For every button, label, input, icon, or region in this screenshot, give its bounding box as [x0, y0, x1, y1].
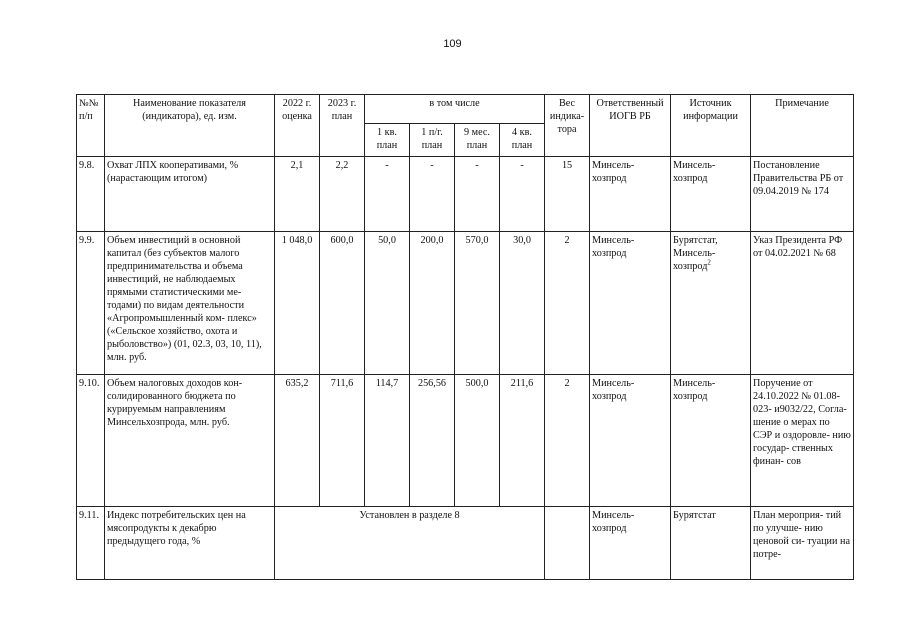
- header-q4: 4 кв. план: [500, 124, 545, 157]
- header-weight: Вес индика- тора: [545, 95, 590, 157]
- row-h1: 256,56: [410, 375, 455, 507]
- row-weight: 2: [545, 375, 590, 507]
- row-name: Охват ЛПХ кооперативами, % (нарастающим итогом): [105, 157, 275, 232]
- header-2022: 2022 г. оценка: [275, 95, 320, 157]
- row-2023: 711,6: [320, 375, 365, 507]
- row-9m: 570,0: [455, 232, 500, 375]
- row-h1: -: [410, 157, 455, 232]
- row-source: Бурятстат: [671, 507, 751, 580]
- row-2022: 2,1: [275, 157, 320, 232]
- row-9m: -: [455, 157, 500, 232]
- row-note: Указ Президента РФ от 04.02.2021 № 68: [751, 232, 854, 375]
- row-responsible: Минсель- хозпрод: [590, 375, 671, 507]
- row-source: Минсель- хозпрод: [671, 375, 751, 507]
- header-source: Источник информации: [671, 95, 751, 157]
- row-responsible: Минсель- хозпрод: [590, 157, 671, 232]
- row-note: Постановление Правительства РБ от 09.04.2019 № 174: [751, 157, 854, 232]
- row-source: Минсель- хозпрод: [671, 157, 751, 232]
- row-source-cell: [671, 232, 751, 375]
- row-q1: 114,7: [365, 375, 410, 507]
- header-responsible: Ответственный ИОГВ РБ: [590, 95, 671, 157]
- header-2023: 2023 г. план: [320, 95, 365, 157]
- header-note: Примечание: [751, 95, 854, 157]
- row-q1: 50,0: [365, 232, 410, 375]
- header-row-top: [77, 95, 854, 124]
- row-weight: 2: [545, 232, 590, 375]
- row-note: Поручение от 24.10.2022 № 01.08-023- и9032/22, Согла- шение о мерах по СЭР и оздоровле- нию государ- ственных финан- сов: [751, 375, 854, 507]
- row-num: 9.8.: [77, 157, 105, 232]
- row-weight: 15: [545, 157, 590, 232]
- row-source: Бурятстат, Минсель- хозпрод: [673, 235, 718, 272]
- row-q1: -: [365, 157, 410, 232]
- row-name: Объем инвестиций в основной капитал (без субъектов малого предпринимательства и объема инвестиций, не наблюдаемых прямыми статистическими ме- тодами) по видам деятельности «Агропромышленный ком- плекс» («Сельское хозяйство, охота и рыболовство») (01, 02.3, 03, 10, 11), млн. руб.: [105, 232, 275, 375]
- row-num: 9.9.: [77, 232, 105, 375]
- row-num: 9.11.: [77, 507, 105, 580]
- row-merged-values: Установлен в разделе 8: [275, 507, 545, 580]
- table-row: [77, 157, 854, 232]
- table-row: [77, 507, 854, 580]
- table-row: [77, 232, 854, 375]
- row-weight: [545, 507, 590, 580]
- row-responsible: Минсель- хозпрод: [590, 232, 671, 375]
- table-row: [77, 375, 854, 507]
- indicators-table: [76, 94, 854, 580]
- header-h1: 1 п/г. план: [410, 124, 455, 157]
- footnote-marker: 2: [707, 258, 711, 267]
- row-q4: 211,6: [500, 375, 545, 507]
- row-9m: 500,0: [455, 375, 500, 507]
- header-including: в том числе: [365, 95, 545, 124]
- row-h1: 200,0: [410, 232, 455, 375]
- row-name: Объем налоговых доходов кон- солидированного бюджета по курируемым направлениям Минсельхозпрода, млн. руб.: [105, 375, 275, 507]
- row-2023: 2,2: [320, 157, 365, 232]
- row-2022: 1 048,0: [275, 232, 320, 375]
- row-name: Индекс потребительских цен на мясопродукты к декабрю предыдущего года, %: [105, 507, 275, 580]
- row-2023: 600,0: [320, 232, 365, 375]
- row-q4: -: [500, 157, 545, 232]
- row-responsible: Минсель- хозпрод: [590, 507, 671, 580]
- header-9m: 9 мес. план: [455, 124, 500, 157]
- page-number: 109: [443, 38, 462, 50]
- header-num: №№ п/п: [77, 95, 105, 157]
- row-num: 9.10.: [77, 375, 105, 507]
- row-note: План мероприя- тий по улучше- нию ценовой си- туации на потре-: [751, 507, 854, 580]
- row-2022: 635,2: [275, 375, 320, 507]
- row-q4: 30,0: [500, 232, 545, 375]
- header-name: Наименование показателя (индикатора), ед. изм.: [105, 95, 275, 157]
- header-q1: 1 кв. план: [365, 124, 410, 157]
